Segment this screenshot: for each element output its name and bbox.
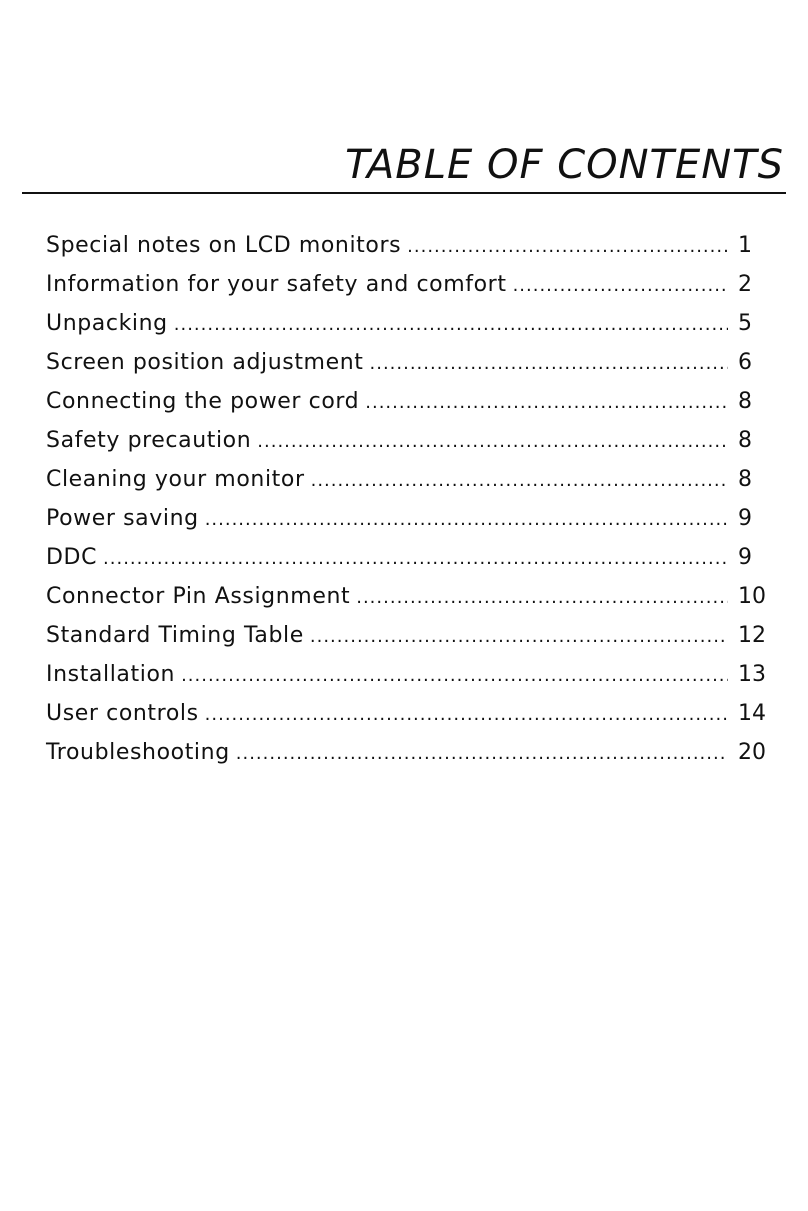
page-title: TABLE OF CONTENTS [345, 142, 784, 188]
toc-entry-power-cord[interactable] [46, 382, 766, 421]
toc-leader-dots [513, 266, 728, 305]
toc-entry-label: Connector Pin Assignment [46, 584, 351, 609]
toc-page-number: 9 [738, 545, 752, 570]
toc-entry-safety-comfort[interactable] [46, 265, 766, 304]
toc-page-number: 10 [738, 584, 766, 609]
toc-entry-troubleshooting[interactable] [46, 733, 766, 772]
toc-entry-label: User controls [46, 701, 199, 726]
toc-leader-dots [356, 578, 728, 617]
toc-page-number: 8 [738, 467, 752, 492]
toc-leader-dots [311, 461, 728, 500]
toc-entry-label: Safety precaution [46, 428, 252, 453]
toc-entry-connector-pin[interactable] [46, 577, 766, 616]
toc-entry-label: Power saving [46, 506, 199, 531]
toc-leader-dots [257, 422, 728, 461]
toc-entry-label: Cleaning your monitor [46, 467, 305, 492]
toc-leader-dots [407, 227, 728, 266]
toc-entry-screen-position[interactable] [46, 343, 766, 382]
toc-entry-label: DDC [46, 545, 98, 570]
toc-leader-dots [181, 656, 728, 695]
title-divider [22, 192, 786, 194]
toc-leader-dots [205, 500, 728, 539]
toc-entry-label: Unpacking [46, 311, 168, 336]
toc-entry-label: Information for your safety and comfort [46, 272, 507, 297]
toc-entry-label: Screen position adjustment [46, 350, 364, 375]
toc-entry-special-notes[interactable] [46, 226, 766, 265]
toc-leader-dots [205, 695, 728, 734]
toc-entry-ddc[interactable] [46, 538, 766, 577]
toc-page-number: 8 [738, 428, 752, 453]
toc-page-number: 5 [738, 311, 752, 336]
toc-page-number: 14 [738, 701, 766, 726]
toc-entry-timing-table[interactable] [46, 616, 766, 655]
toc-leader-dots [365, 383, 728, 422]
toc-entry-label: Connecting the power cord [46, 389, 360, 414]
toc-entry-unpacking[interactable] [46, 304, 766, 343]
toc-entry-cleaning[interactable] [46, 460, 766, 499]
toc-page-number: 13 [738, 662, 766, 687]
toc-page-number: 6 [738, 350, 752, 375]
toc-entry-label: Special notes on LCD monitors [46, 233, 402, 258]
toc-page-number: 2 [738, 272, 752, 297]
toc-entry-user-controls[interactable] [46, 694, 766, 733]
toc-entry-label: Standard Timing Table [46, 623, 304, 648]
toc-entry-safety-precaution[interactable] [46, 421, 766, 460]
toc-entry-installation[interactable] [46, 655, 766, 694]
toc-leader-dots [174, 305, 728, 344]
toc-page-number: 12 [738, 623, 766, 648]
toc-entry-label: Troubleshooting [46, 740, 230, 765]
toc-entry-power-saving[interactable] [46, 499, 766, 538]
toc-entry-label: Installation [46, 662, 176, 687]
toc-page-number: 1 [738, 233, 752, 258]
toc-leader-dots [370, 344, 729, 383]
toc-leader-dots [103, 539, 728, 578]
toc-leader-dots [236, 734, 728, 773]
toc-page-number: 8 [738, 389, 752, 414]
toc-page-number: 20 [738, 740, 766, 765]
toc-page-number: 9 [738, 506, 752, 531]
table-of-contents-list [46, 226, 766, 772]
toc-leader-dots [310, 617, 728, 656]
